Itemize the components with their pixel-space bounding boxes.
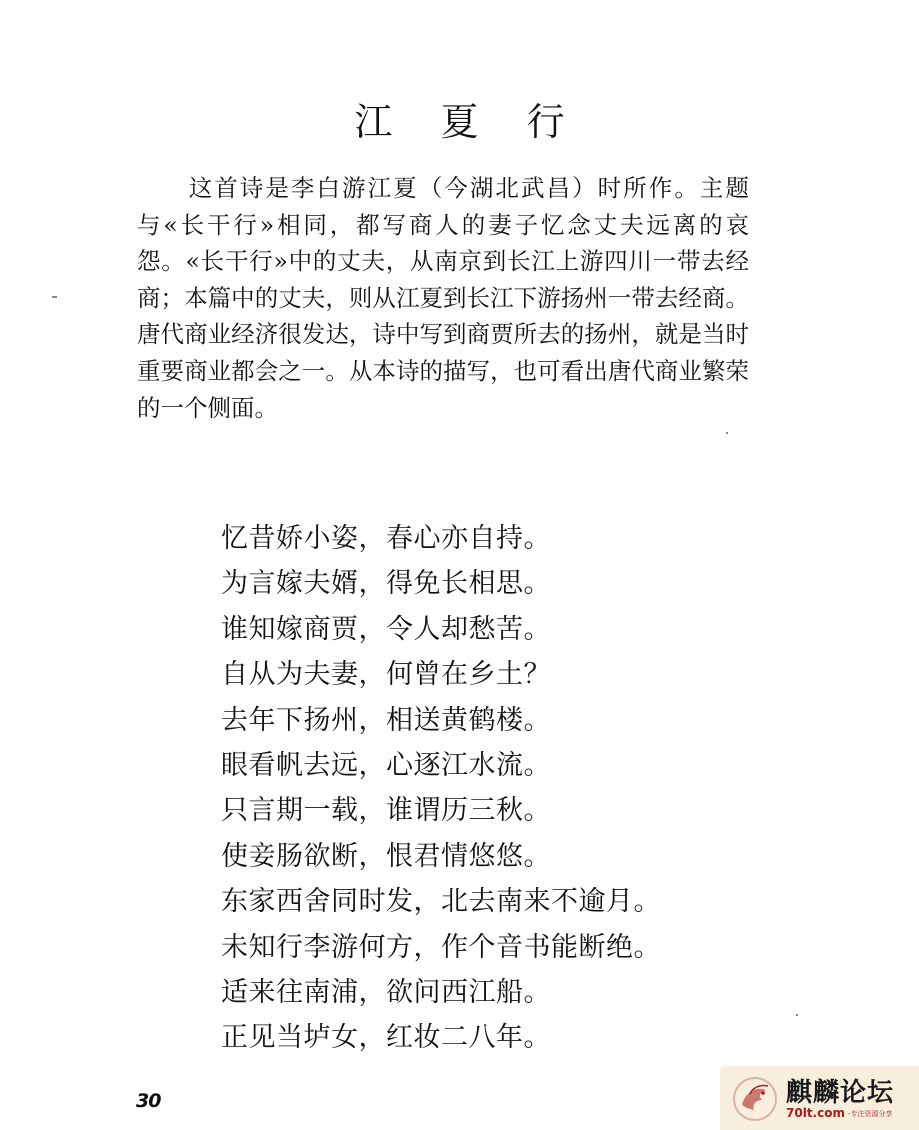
scan-speck xyxy=(726,432,728,434)
scan-speck xyxy=(796,1014,798,1016)
poem-line: 东家西舍同时发，北去南来不逾月。 xyxy=(221,886,661,918)
poem-line: 忆昔娇小姿，春心亦自持。 xyxy=(221,523,551,554)
page-number: 30 xyxy=(136,1090,161,1112)
watermark-slogan: -专注资源分享 xyxy=(848,1110,893,1118)
poem-line: 未知行李游何方，作个音书能断绝。 xyxy=(221,931,661,963)
intro-paragraph: 这首诗是李白游江夏（今湖北武昌）时所作。主题与«长干行»相同，都写商人的妻子忆念丈夫远离的哀怨。«长干行»中的丈夫，从南京到长江上游四川一带去经商；本篇中的丈夫，则从江夏到长江下游扬州一带去经商。唐代商业经济很发达，诗中写到商贾所去的扬州，就是当时重要商业都会之一。从本诗的描写，也可看出唐代商业繁荣的一个侧面。 xyxy=(137,174,749,422)
intro-paragraph-block xyxy=(137,170,749,426)
poem-line: 自从为夫妻，何曾在乡土？ xyxy=(221,659,551,691)
forum-watermark xyxy=(720,1066,919,1130)
poem-line: 只言期一载，谁谓历三秋。 xyxy=(221,795,551,827)
poem-line: 眼看帆去远，心逐江水流。 xyxy=(221,750,551,782)
watermark-name: 麒麟论坛 xyxy=(786,1078,895,1108)
poem-line: 使妾肠欲断，恨君情悠悠。 xyxy=(221,840,551,872)
poem-body xyxy=(221,516,741,1061)
poem-line: 正见当垆女，红妆二八年。 xyxy=(221,1022,551,1054)
poem-line: 适来往南浦，欲问西江船。 xyxy=(221,977,551,1009)
poem-line: 去年下扬州，相送黄鹤楼。 xyxy=(221,704,551,736)
page-title: 江 夏 行 xyxy=(354,100,583,144)
watermark-url: 70lt.com xyxy=(786,1106,845,1120)
poem-line: 为言嫁夫婿，得免长相思。 xyxy=(221,568,551,600)
qilin-logo-icon xyxy=(730,1074,780,1124)
poem-line: 谁知嫁商贾，令人却愁苦。 xyxy=(221,613,551,645)
scan-speck xyxy=(52,296,57,298)
